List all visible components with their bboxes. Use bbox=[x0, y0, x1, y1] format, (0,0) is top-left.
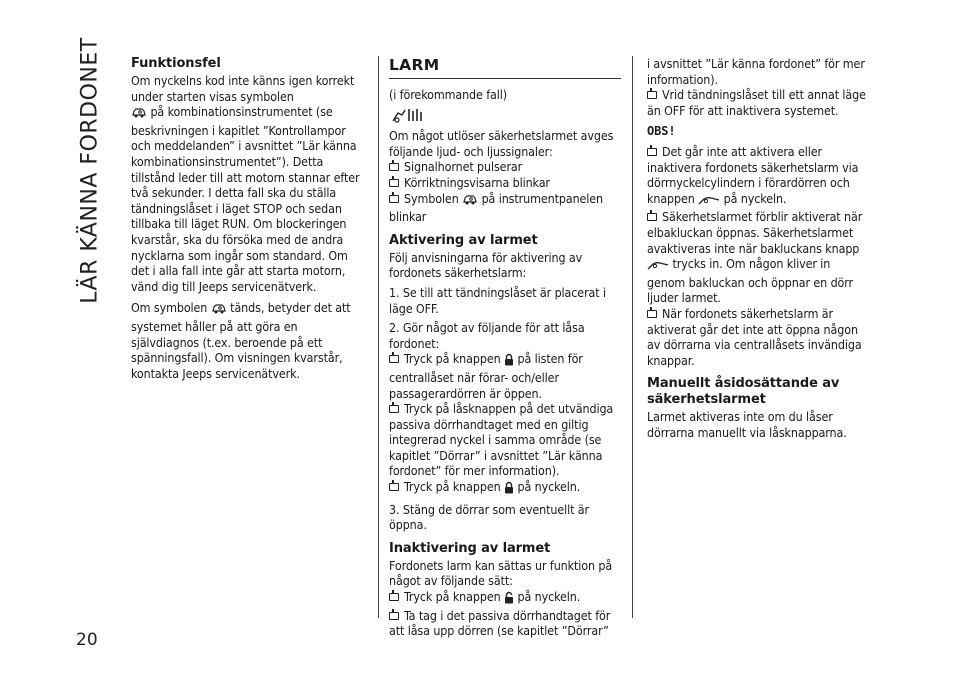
bullet-item: Ta tag i det passiva dörrhandtaget för att låsa upp dörren (se kapitlet ”Dörrar” bbox=[389, 607, 611, 639]
step-2: 2. Gör något av följande för att låsa fordonet: bbox=[389, 320, 585, 351]
bullet-item: Tryck på knappen på nyckeln. bbox=[389, 589, 621, 608]
paragraph-funktionsfel-1: Om nyckelns kod inte känns igen korrekt under starten visas symbolen på kombinationsinstrumentet (se beskrivningen i kapitlet ”Kontrollampor och meddelanden” i avsnittet ”Lär känna kombinationsinstrumentet”). Detta tillstånd leder till att motorn stannar efter två sekunder. I detta fall ska du ställa tändningslåset i läget STOP och sedan tillbaka till läget RUN. Om blockeringen kvarstår, ska du försöka med de andra nycklarna som ingår som standard. Om det i alla fall inte går att starta motorn, vänd dig till Jeeps servicenätverk. bbox=[131, 73, 360, 294]
car-key-warning-icon bbox=[211, 302, 227, 319]
bullet-item: Tryck på knappen på listen för centrallåset när förar- och/eller passagerardörren är öppen. bbox=[389, 351, 583, 401]
bullet-item: Tryck på knappen på nyckeln. bbox=[389, 479, 621, 498]
unlock-icon bbox=[504, 591, 514, 608]
section-title-larm: LARM bbox=[389, 56, 621, 79]
bullet-icon bbox=[389, 405, 399, 413]
column-divider-2 bbox=[632, 56, 633, 618]
bullet-icon bbox=[389, 483, 399, 491]
paragraph-larm-intro: Om något utlöser säkerhetslarmet avges följande ljud- och ljussignaler: bbox=[389, 128, 614, 159]
paragraph-manuellt: Larmet aktiveras inte om du låser dörrarna manuellt via låsknapparna. bbox=[647, 409, 847, 440]
bullet-icon bbox=[647, 310, 657, 318]
bullet-item: Signalhornet pulserar bbox=[389, 159, 621, 175]
key-fob-icon bbox=[698, 194, 720, 210]
heading-aktivering: Aktivering av larmet bbox=[389, 232, 538, 248]
bullet-icon bbox=[389, 179, 399, 187]
column-3 bbox=[647, 56, 869, 440]
bullet-item: När fordonets säkerhetslarm är aktiverat går det inte att öppna någon av dörrarna via centrallåsets invändiga knappar. bbox=[647, 305, 862, 368]
bullet-icon bbox=[647, 148, 657, 156]
bullet-item: Säkerhetslarmet förblir aktiverat när elbakluckan öppnas. Säkerhetslarmet avaktiveras inte när bakluckans knapp trycks in. Om någon kliver in genom bakluckan och öppnar en dörr ljuder larmet. bbox=[647, 209, 863, 306]
alarm-symbol-icon bbox=[391, 107, 621, 127]
paragraph-continued: i avsnittet ”Lär känna fordonet” för mer information). bbox=[647, 56, 865, 87]
heading-funktionsfel: Funktionsfel bbox=[131, 56, 221, 71]
bullet-icon bbox=[389, 355, 399, 363]
bullet-item: Tryck på låsknappen på det utvändiga passiva dörrhandtaget med en giltig integrerad nyckel i samma område (se kapitlet ”Dörrar” i avsnittet ”Lär känna fordonet” för mer information). bbox=[389, 401, 614, 479]
bullet-item: Körriktningsvisarna blinkar bbox=[389, 175, 621, 191]
bullet-icon bbox=[647, 213, 657, 221]
column-2 bbox=[389, 56, 621, 639]
padlock-icon bbox=[504, 481, 514, 498]
padlock-icon bbox=[504, 353, 514, 370]
bullet-icon bbox=[647, 91, 657, 99]
note-heading: OBS! bbox=[647, 124, 676, 139]
column-1 bbox=[131, 56, 367, 387]
page-number: 20 bbox=[76, 630, 98, 650]
bullet-icon bbox=[389, 593, 399, 601]
bullet-item: Det går inte att aktivera eller inaktivera fordonets säkerhetslarm via dörrnyckelcylindern i förardörren och knappen på nyckeln. bbox=[647, 144, 869, 209]
car-key-warning-icon bbox=[462, 193, 478, 210]
bullet-item: Vrid tändningslåset till ett annat läge än OFF för att inaktivera systemet. bbox=[647, 87, 866, 118]
heading-manuellt: Manuellt åsidosättande av säkerhetslarmet bbox=[647, 376, 840, 408]
heading-inaktivering: Inaktivering av larmet bbox=[389, 540, 551, 556]
paragraph-funktionsfel-2: Om symbolen tänds, betyder det att systemet håller på att göra en självdiagnos (t.ex. beroende på ett spänningsfall). Om visningen kvarstår, kontakta Jeeps servicenätverk. bbox=[131, 300, 351, 381]
column-divider-1 bbox=[378, 56, 379, 618]
car-key-warning-icon bbox=[131, 106, 147, 123]
paragraph-aktivering-intro: Följ anvisningarna för aktivering av fordonets säkerhetslarm: bbox=[389, 249, 583, 281]
bullet-item: Symbolen på instrumentpanelen blinkar bbox=[389, 190, 604, 225]
paragraph-inaktivering-intro: Fordonets larm kan sättas ur funktion på något av följande sätt: bbox=[389, 557, 613, 589]
key-fob-icon bbox=[647, 259, 669, 275]
bullet-icon bbox=[389, 612, 399, 620]
bullet-icon bbox=[389, 163, 399, 171]
bullet-icon bbox=[389, 195, 399, 203]
chapter-side-title: LÄR KÄNNA FORDONET bbox=[77, 36, 103, 304]
step-1: 1. Se till att tändningslåset är placerat i läge OFF. bbox=[389, 284, 606, 316]
subtitle-optional: (i förekommande fall) bbox=[389, 87, 508, 102]
step-3: 3. Stäng de dörrar som eventuellt är öppna. bbox=[389, 501, 590, 533]
